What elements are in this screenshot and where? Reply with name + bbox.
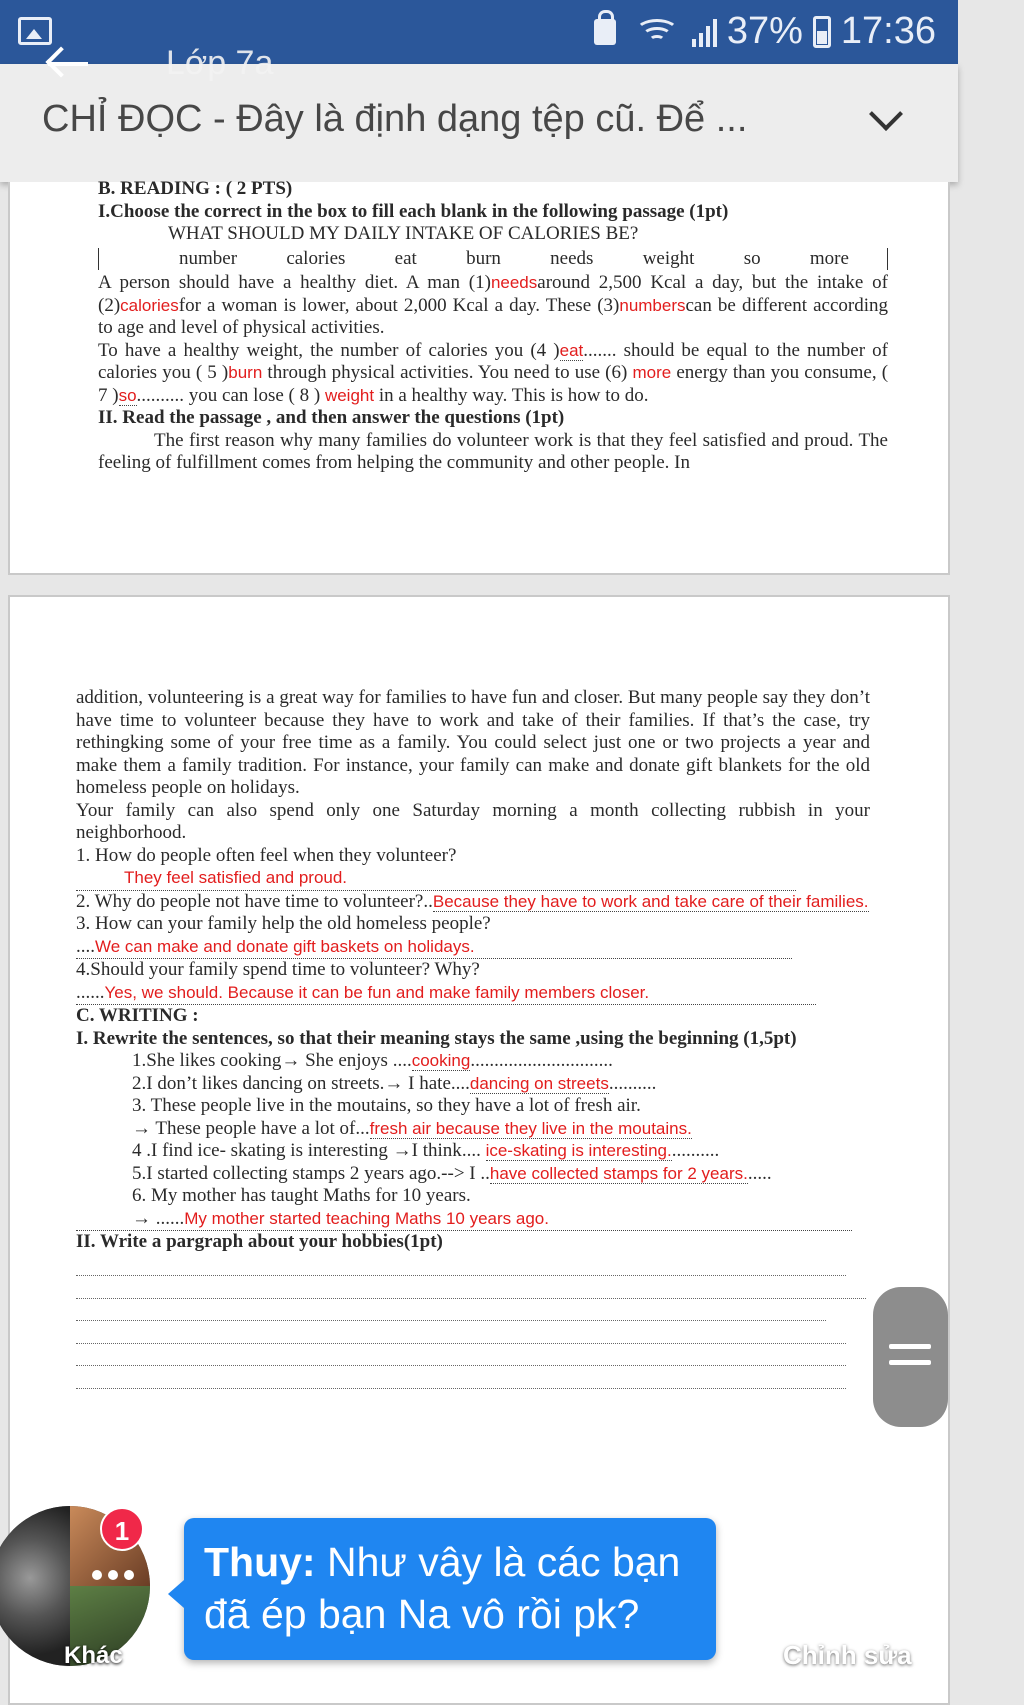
writing-part2-instruction: II. Write a pargraph about your hobbies(1pt): [76, 1231, 443, 1252]
arrow-icon: →: [132, 1207, 151, 1229]
sentence-3b: → These people have a lot of: [132, 1117, 356, 1139]
chat-title: Lớp 7a: [166, 44, 274, 82]
sentence-4: 4 .I find ice- skating is interesting →I think: [132, 1140, 462, 1161]
answer-q4: Yes, we should. Because it can be fun and make family members closer.: [104, 982, 650, 1002]
back-button[interactable]: [44, 44, 88, 84]
document-page-2: addition, volunteering is a great way for families to have fun and closer. But many people say they don’t have time to volunteer because they have to work and take of their families. If that’s the case, try rethingking some of your free time as a family. You could select just one or two projects a year and make them a family tradition. For instance, your family can make and donate gift blankets for the old homeless people on holidays. Your family can also spend only one Saturday morning a month collecting rubbish in your neighborhood. 1. How do people often feel when they volunteer? They feel satisfied and proud. 2. Why do people not have time to volunteer?..Because they have to work and take care of their families. 3. How can your family help the old homeless people? ....We can make and donate gift baskets on holidays. 4.Should your family spend time to volunteer? Why? ......Yes, we should. Because it can be fun and make family members closer. C. WRITING : I. Rewrite the sentences, so that their meaning stays the same ,using the beginning (1,5pt) 1.She likes cooking→ She enjoys ....cooking.............................. 2.I don’t likes dancing on streets.→ I hate....dancing on streets.......... 3. These people live in the moutains, so they have a lot of fresh air. → These people have a lot of...fresh air because they live in the moutains. 4 .I find ice- skating is interesting →I think.... ice-skating is interesting........... 5.I started collecting stamps 2 years ago.--> I ..have collected stamps for 2 years...... 6. My mother has taught Maths for 10 years. → ......My mother started teaching Maths 10 years ago. II. Write a pargraph about your hobbies(1pt): [8, 595, 950, 1705]
part2-instruction: II. Read the passage , and then answer the questions (1pt): [98, 407, 565, 428]
chevron-down-icon[interactable]: [869, 97, 903, 131]
answer-4: eat: [559, 340, 584, 360]
writing-part1-instruction: I. Rewrite the sentences, so that their meaning stays the same ,using the beginning (1,5pt): [76, 1027, 797, 1049]
battery-percent: 37%: [726, 10, 803, 52]
more-dots-icon: [92, 1570, 134, 1580]
unread-badge: 1: [100, 1507, 144, 1551]
passage-title: WHAT SHOULD MY DAILY INTAKE OF CALORIES BE?: [168, 223, 639, 244]
gallery-notification-icon: [18, 17, 52, 45]
answer-s1: cooking: [411, 1051, 471, 1070]
word-box-item: eat: [394, 247, 417, 269]
answer-1: needs: [490, 273, 538, 292]
word-box-item: number: [179, 247, 238, 269]
passage2-last: Your family can also spend only one Saturday morning a month collecting rubbish in your neighborhood.: [76, 799, 870, 843]
sentence-6: 6. My mother has taught Maths for 10 years.: [132, 1185, 471, 1206]
answer-q1: They feel satisfied and proud.: [124, 868, 348, 887]
fast-scroll-handle[interactable]: [873, 1287, 948, 1427]
word-box-item: needs: [550, 247, 594, 269]
writing-line[interactable]: [76, 1344, 846, 1367]
sentence-2: 2.I don’t likes dancing on streets.→ I hate: [132, 1072, 451, 1094]
read-only-banner[interactable]: CHỈ ĐỌC - Đây là định dạng tệp cũ. Để ...: [42, 98, 748, 140]
sentence-5: 5.I started collecting stamps 2 years ago.--> I: [132, 1162, 476, 1184]
answer-s6: My mother started teaching Maths 10 years ago.: [184, 1208, 549, 1228]
question-2: 2. Why do people not have time to volunteer?: [76, 890, 424, 912]
message-text: Như vây là các bạn đã ép bạn Na vô rồi pk?: [204, 1539, 681, 1637]
word-box-item: weight: [642, 247, 695, 269]
sentence-1: 1.She likes cooking→ She enjoys: [132, 1050, 388, 1071]
avatar: [0, 1506, 70, 1666]
clock: 17:36: [840, 10, 936, 52]
answer-2: calories: [120, 295, 179, 315]
section-heading-reading: B. READING : ( 2 PTS): [98, 178, 293, 199]
writing-line[interactable]: [76, 1254, 846, 1277]
answer-s2: dancing on streets: [469, 1073, 609, 1093]
battery-icon: [813, 16, 831, 48]
word-box-item: burn: [466, 247, 501, 269]
word-box-item: more: [809, 247, 849, 269]
word-box-item: so: [743, 247, 761, 269]
question-4: 4.Should your family spend time to volunteer? Why?: [76, 959, 480, 980]
sentence-3: 3. These people live in the moutains, so they have a lot of fresh air.: [132, 1095, 641, 1116]
answer-s5: have collected stamps for 2 years.: [489, 1163, 748, 1183]
writing-line[interactable]: [76, 1299, 826, 1322]
answer-q3: We can make and donate gift baskets on holidays.: [95, 936, 475, 956]
writing-line[interactable]: [76, 1321, 846, 1344]
document-header: [0, 44, 958, 182]
document-page-1: [8, 178, 950, 575]
question-1: 1. How do people often feel when they volunteer?: [76, 844, 457, 866]
question-3: 3. How can your family help the old homeless people?: [76, 913, 491, 934]
writing-line[interactable]: [76, 1276, 866, 1299]
answer-6: more: [632, 363, 672, 382]
passage2-start: The first reason why many families do volunteer work is that they feel satisfied and proud. The feeling of fulfillment comes from helping the community and other people. In: [98, 429, 888, 473]
answer-8: weight: [324, 385, 375, 405]
message-sender: Thuy:: [204, 1539, 316, 1585]
answer-q2: Because they have to work and take care of their families.: [432, 891, 869, 911]
answer-3: numbers: [619, 295, 686, 315]
passage2-continued: addition, volunteering is a great way for families to have fun and closer. But many people say they don’t have time to volunteer because they have to work and take of their families. If that’s the case, try rethingking some of your free time as a family. You could select just one or two projects a year and make them a family tradition. For instance, your family can make and donate gift blankets for the old homeless people on holidays.: [76, 687, 870, 798]
writing-line[interactable]: [76, 1366, 846, 1389]
answer-s3: fresh air because they live in the moutains.: [369, 1118, 692, 1138]
passage1-paragraph1: A person should have a healthy diet. A man (1)needsaround 2,500 Kcal a day, but the intake of (2)caloriesfor a woman is lower, about 2,000 Kcal a day. These (3)numberscan be different according to age and level of physical activities.: [98, 272, 888, 338]
signal-icon: [692, 17, 717, 47]
answer-5: burn: [228, 363, 263, 382]
lock-icon: [594, 19, 616, 45]
wifi-icon: [632, 17, 682, 47]
status-bar: [0, 0, 958, 64]
more-label[interactable]: Khác: [64, 1642, 123, 1669]
answer-7: so: [118, 385, 137, 405]
answer-s4: ice-skating is interesting.: [485, 1141, 672, 1160]
section-heading-writing: C. WRITING :: [76, 1005, 199, 1026]
chat-message-bubble[interactable]: [184, 1518, 716, 1660]
passage1-paragraph2: To have a healthy weight, the number of calories you (4 )eat....... should be equal to the number of calories you ( 5 )burn through physical activities. You need to use (6) more energy than you consume, ( 7 )so.......... you can lose ( 8 ) weight in a healthy way. This is how to do.: [98, 339, 889, 406]
edit-button-label[interactable]: Chỉnh sửa: [783, 1640, 912, 1670]
word-box: [98, 248, 888, 271]
word-box-item: calories: [286, 247, 346, 269]
part1-instruction: I.Choose the correct in the box to fill each blank in the following passage (1pt): [98, 200, 729, 222]
